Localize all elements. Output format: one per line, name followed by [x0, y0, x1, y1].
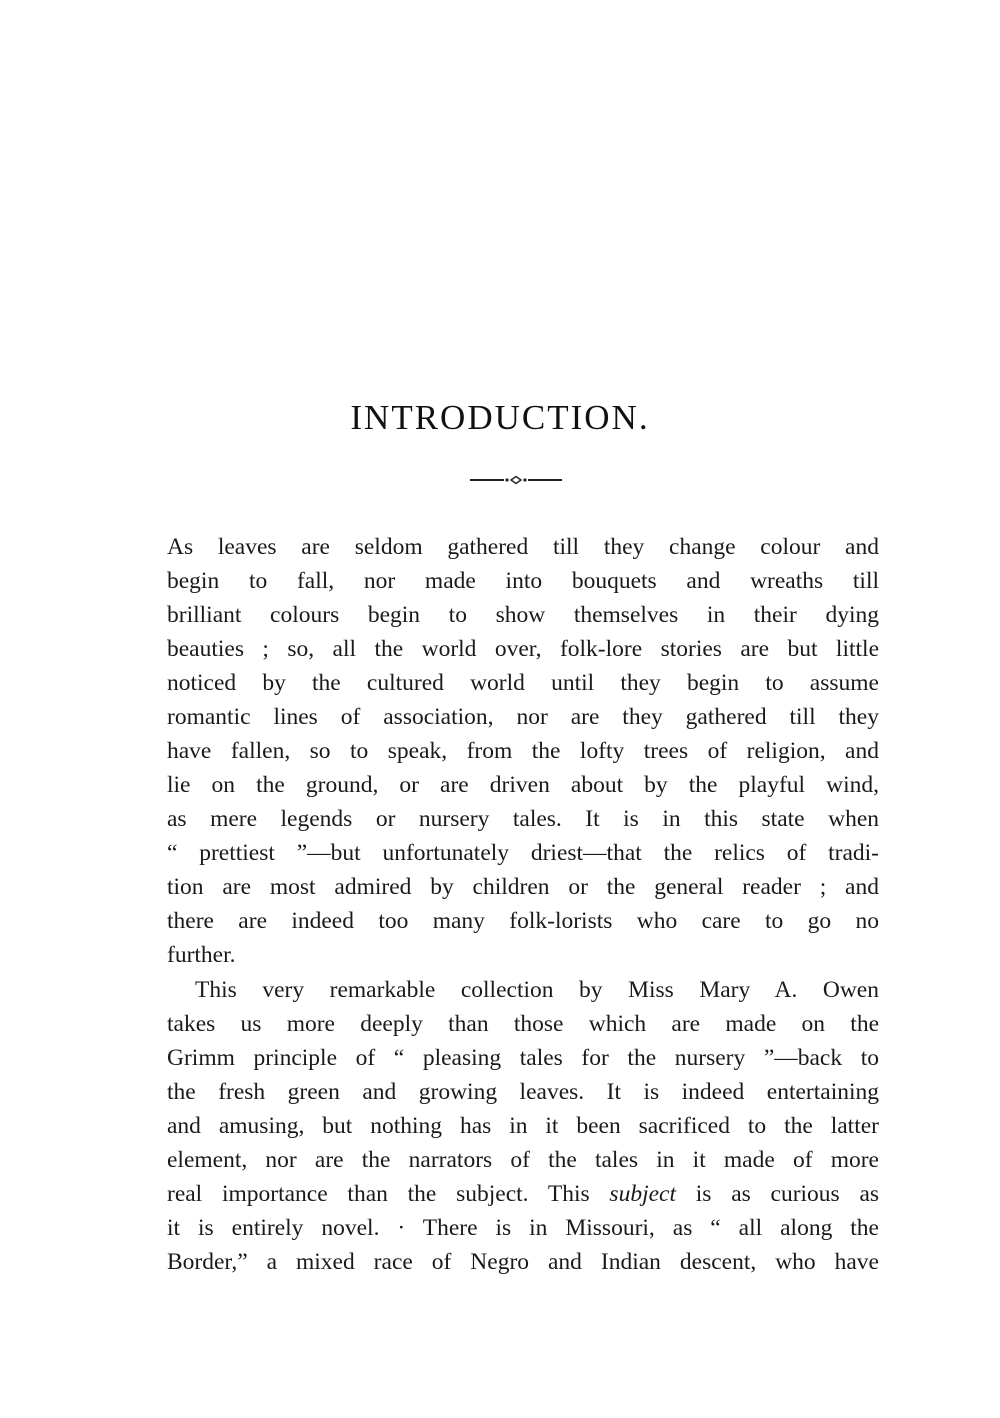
- text-line: and amusing, but nothing has in it been sacrificed to the latter: [167, 1113, 879, 1139]
- text-line: tion are most admired by children or the general reader ; and: [167, 874, 879, 900]
- text-line-with-italic: [167, 1177, 879, 1211]
- text-line: brilliant colours begin to show themselves in their dying: [167, 602, 879, 628]
- text-line: as mere legends or nursery tales. It is in this state when: [167, 806, 879, 832]
- text-line: As leaves are seldom gathered till they change colour and: [167, 534, 879, 560]
- body-text: [167, 530, 879, 1279]
- text-line: Border,” a mixed race of Negro and Indian descent, who have: [167, 1249, 879, 1275]
- text-line: lie on the ground, or are driven about by the playful wind,: [167, 772, 879, 798]
- text-segment: is as curious as: [695, 1181, 879, 1207]
- text-line: have fallen, so to speak, from the lofty trees of religion, and: [167, 738, 879, 764]
- chapter-title: INTRODUCTION.: [350, 398, 650, 437]
- text-segment: This: [547, 1181, 590, 1207]
- text-line: further.: [167, 942, 236, 968]
- text-segment: real importance than the subject.: [167, 1181, 529, 1207]
- text-line: romantic lines of association, nor are they gathered till they: [167, 704, 879, 730]
- text-line: “ prettiest ”—but unfortunately driest—that the relics of tradi-: [167, 840, 879, 866]
- text-line: it is entirely novel. · There is in Missouri, as “ all along the: [167, 1215, 879, 1241]
- text-line: noticed by the cultured world until they begin to assume: [167, 670, 879, 696]
- text-line: This very remarkable collection by Miss Mary A. Owen: [195, 977, 879, 1003]
- paragraph-2: [167, 973, 879, 1279]
- paragraph-1: [167, 530, 879, 972]
- italic-word: subject: [609, 1181, 676, 1207]
- text-line: takes us more deeply than those which are made on the: [167, 1011, 879, 1037]
- text-line: begin to fall, nor made into bouquets and wreaths till: [167, 568, 879, 594]
- text-line: element, nor are the narrators of the tales in it made of more: [167, 1147, 879, 1173]
- text-line: there are indeed too many folk-lorists who care to go no: [167, 908, 879, 934]
- text-line: the fresh green and growing leaves. It is indeed entertaining: [167, 1079, 879, 1105]
- text-line: Grimm principle of “ pleasing tales for the nursery ”—back to: [167, 1045, 879, 1071]
- text-line: beauties ; so, all the world over, folk-lore stories are but little: [167, 636, 879, 662]
- title-ornament-icon: [470, 474, 562, 486]
